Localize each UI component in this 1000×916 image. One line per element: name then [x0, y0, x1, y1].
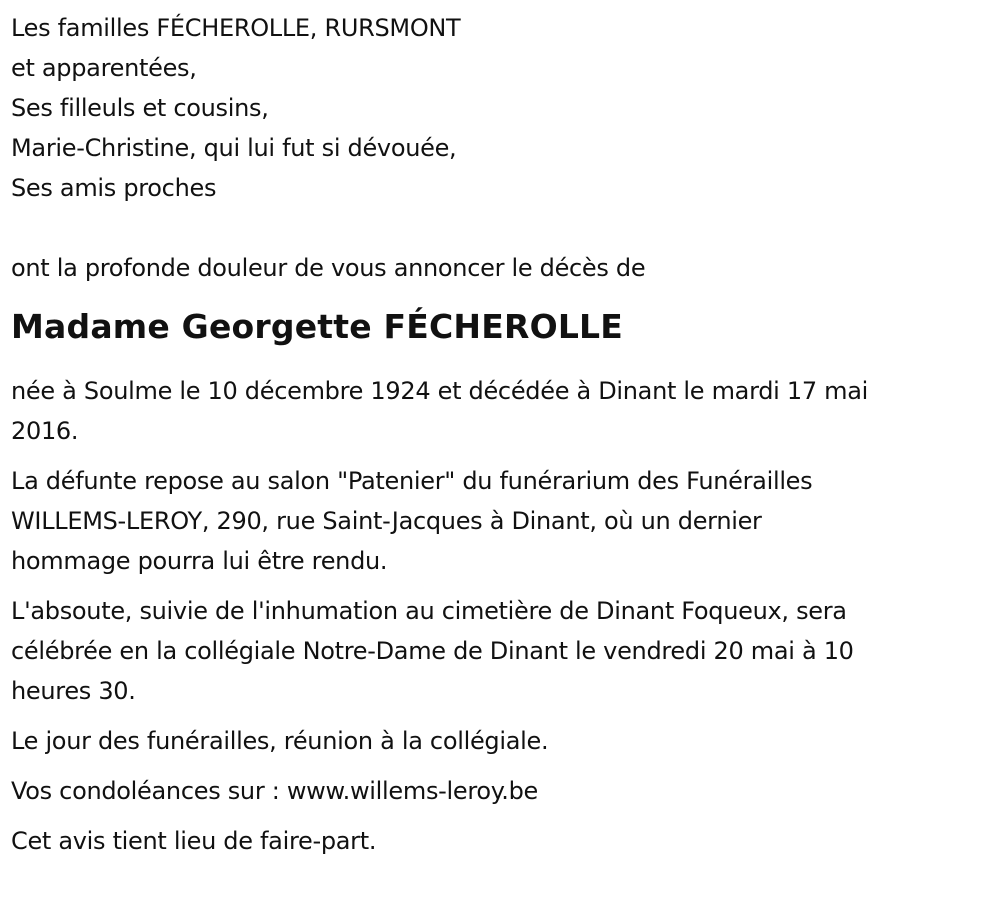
family-list: [11, 8, 989, 208]
paragraph-line: hommage pourra lui être rendu.: [11, 547, 388, 575]
ceremony-paragraph: [11, 591, 989, 711]
paragraph-line: La défunte repose au salon "Patenier" du funérarium des Funérailles: [11, 467, 813, 495]
family-line: et apparentées,: [11, 54, 197, 82]
paragraph-line: célébrée en la collégiale Notre-Dame de Dinant le vendredi 20 mai à 10: [11, 637, 854, 665]
paragraph-line: heures 30.: [11, 677, 136, 705]
paragraph-line: WILLEMS-LEROY, 290, rue Saint-Jacques à Dinant, où un dernier: [11, 507, 762, 535]
paragraph-line: L'absoute, suivie de l'inhumation au cimetière de Dinant Foqueux, sera: [11, 597, 847, 625]
notice-paragraph: [11, 821, 989, 861]
paragraph-line: Le jour des funérailles, réunion à la collégiale.: [11, 727, 549, 755]
paragraph-line: Cet avis tient lieu de faire-part.: [11, 827, 377, 855]
family-line: Marie-Christine, qui lui fut si dévouée,: [11, 134, 457, 162]
paragraph-line: née à Soulme le 10 décembre 1924 et décédée à Dinant le mardi 17 mai: [11, 377, 868, 405]
family-line: Ses filleuls et cousins,: [11, 94, 269, 122]
spacer: [11, 208, 989, 248]
family-line: Les familles FÉCHEROLLE, RURSMONT: [11, 14, 461, 42]
family-line: Ses amis proches: [11, 174, 217, 202]
condolences-paragraph: [11, 771, 989, 811]
resting-place-paragraph: [11, 461, 989, 581]
announcement-text: ont la profonde douleur de vous annoncer le décès de: [11, 254, 646, 282]
paragraph-line: 2016.: [11, 417, 79, 445]
meeting-paragraph: [11, 721, 989, 761]
birth-death-paragraph: [11, 371, 989, 451]
paragraph-line: Vos condoléances sur : www.willems-leroy.be: [11, 777, 538, 805]
deceased-name: Madame Georgette FÉCHEROLLE: [11, 307, 624, 346]
